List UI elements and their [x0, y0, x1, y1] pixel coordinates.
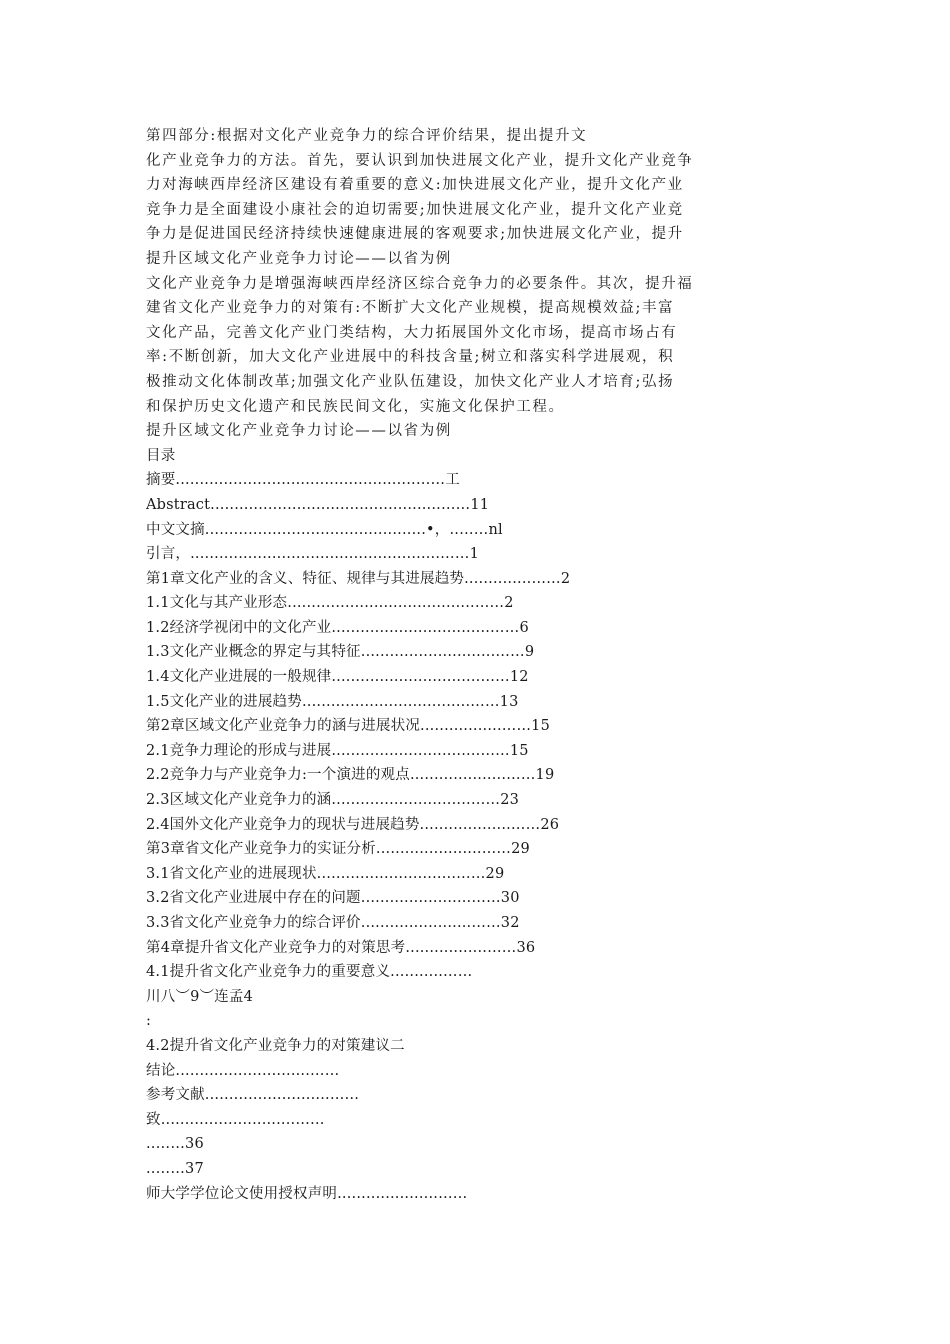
toc-entry: 2.4国外文化产业竞争力的现状与进展趋势...................……26: [146, 816, 560, 833]
toc-entry: 1.1文化与其产业形态.......................................……2: [146, 595, 514, 612]
paragraph-line: 化产业竞争力的方法。首先，要认识到加快进展文化产业，提升文化产业竞争: [146, 152, 694, 169]
paragraph-line: 第四部分:根据对文化产业竞争力的综合评价结果，提出提升文: [146, 128, 588, 144]
toc-entry: 2.2竞争力与产业竞争力:一个演进的观点....................……19: [146, 767, 555, 784]
paragraph-line: 力对海峡西岸经济区建设有着重要的意义:加快进展文化产业，提升文化产业: [146, 177, 684, 194]
toc-entry: 致............................……: [146, 1111, 325, 1128]
toc-entry: 川八︶9︶连孟4: [146, 988, 254, 1005]
toc-entry: 3.2省文化产业进展中存在的问题.......................……30: [146, 890, 520, 907]
toc-entry: 摘要..................................................……工: [146, 472, 460, 489]
toc-entry: 4.1提升省文化产业竞争力的重要意义...........……: [146, 964, 473, 981]
toc-entry: 参考文献..........................……: [146, 1087, 360, 1104]
toc-entry: 引言，....................................................……1: [146, 546, 479, 563]
toc-entry: 中文文摘..............................................•，..……nl: [146, 521, 503, 538]
paragraph-line: 率:不断创新，加大文化产业进展中的科技含量;树立和落实科学进展观，积: [146, 349, 675, 366]
paragraph-line: 建省文化产业竞争力的对策有:不断扩大文化产业规模，提高规模效益;丰富: [146, 300, 675, 317]
document-page: [146, 124, 726, 1206]
toc-entry: 结论............................……: [146, 1062, 340, 1079]
toc-entry: 第1章文化产业的含义、特征、规律与其进展趋势..............……2: [146, 570, 571, 587]
toc-entry: 3.3省文化产业竞争力的综合评价.......................……32: [146, 915, 520, 931]
toc-entry: 第2章区域文化产业竞争力的涵与进展状况.................……15: [146, 718, 551, 735]
body-paragraph: [146, 124, 726, 419]
toc-entry: 2.3区域文化产业竞争力的涵.............................……23: [146, 792, 520, 809]
toc-entry: ..……36: [146, 1136, 204, 1153]
repeat-title: 提升区域文化产业竞争力讨论——以省为例: [146, 423, 452, 440]
paragraph-line: 和保护历史文化遗产和民族民间文化，实施文化保护工程。: [146, 398, 565, 415]
toc-entry: 第3章省文化产业竞争力的实证分析......................……29: [146, 841, 530, 858]
paragraph-line: 文化产品，完善文化产业门类结构，大力拓展国外文化市场，提高市场占有: [146, 324, 678, 341]
paragraph-line: 争力是促进国民经济持续快速健康进展的客观要求;加快进展文化产业，提升: [146, 226, 684, 243]
paragraph-line: 竞争力是全面建设小康社会的迫切需要;加快进展文化产业，提升文化产业竞: [146, 201, 684, 218]
toc-entry: :: [146, 1013, 152, 1030]
toc-entry: 2.1竞争力理论的形成与进展...............................……15: [146, 742, 529, 759]
toc-entry: 4.2提升省文化产业竞争力的对策建议二: [146, 1037, 405, 1054]
paragraph-line: 提升区域文化产业竞争力讨论——以省为例: [146, 250, 452, 267]
paragraph-line: 极推动文化体制改革;加强文化产业队伍建设，加快文化产业人才培育;弘扬: [146, 373, 675, 390]
toc-entry: 1.3文化产业概念的界定与其特征............................……9: [146, 644, 535, 661]
toc-entry: ..……37: [146, 1160, 204, 1177]
toc-entry: 1.2经济学视闭中的文化产业.................................……6: [146, 619, 529, 636]
table-of-contents: [146, 468, 726, 1206]
toc-heading: 目录: [146, 447, 176, 464]
paragraph-line: 文化产业竞争力是增强海峡西岸经济区综合竞争力的必要条件。其次，提升福: [146, 275, 694, 292]
toc-entry: Abstract................................................……11: [146, 496, 490, 513]
toc-entry: 1.5文化产业的进展趋势...................................……13: [146, 693, 519, 710]
toc-entry: 师大学学位论文使用授权声明.....................……: [146, 1185, 468, 1202]
toc-entry: 3.1省文化产业的进展现状.............................……29: [146, 865, 505, 882]
toc-entry: 第4章提升省文化产业竞争力的对策思考.................……36: [146, 939, 536, 956]
toc-entry: 1.4文化产业进展的一般规律...............................……12: [146, 669, 529, 686]
